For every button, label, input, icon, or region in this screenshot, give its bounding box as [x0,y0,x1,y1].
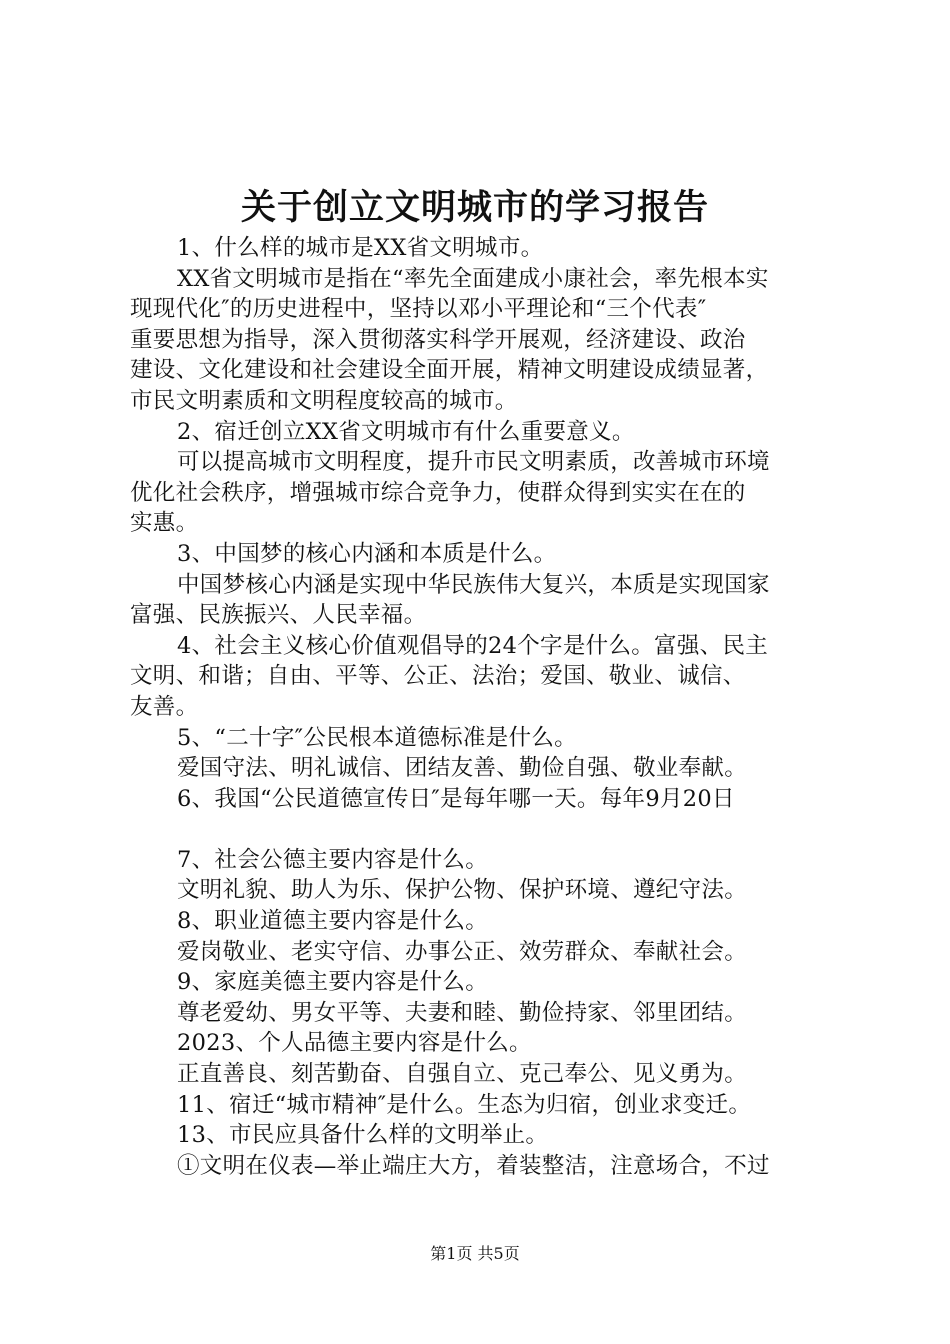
answer-line: 爱国守法、明礼诚信、团结友善、勤俭自强、敬业奉献。 [177,755,748,782]
answer-line: 市民文明素质和文明程度较高的城市。 [130,387,518,414]
answer-line: 正直善良、刻苦勤奋、自强自立、克己奉公、见义勇为。 [177,1061,748,1088]
question-line: 4、社会主义核心价值观倡导的24个字是什么。富强、民主 [177,632,769,659]
blank-line [130,814,840,845]
question-line: 2023、个人品德主要内容是什么。 [177,1030,532,1057]
document-body [130,233,840,1181]
question-line: 3、中国梦的核心内涵和本质是什么。 [177,540,557,567]
answer-line: 优化社会秩序，增强城市综合竞争力，使群众得到实实在在的 [130,479,746,506]
question-line: 11、宿迁“城市精神″是什么。生态为归宿，创业求变迁。 [177,1091,752,1118]
question-line: 6、我国“公民道德宣传日″是每年哪一天。每年9月20日 [177,785,735,812]
question-line: 7、社会公德主要内容是什么。 [177,846,489,873]
document-title: 关于创立文明城市的学习报告 [240,187,709,228]
question-line: 9、家庭美德主要内容是什么。 [177,969,489,996]
answer-line: 中国梦核心内涵是实现中华民族伟大复兴，本质是实现国家 [177,571,770,598]
answer-line: 现现代化″的历史进程中，坚持以邓小平理论和“三个代表″ [130,296,707,323]
answer-line: 友善。 [130,693,199,720]
answer-line: 重要思想为指导，深入贯彻落实科学开展观，经济建设、政治 [130,326,746,353]
page-number-footer: 第1页 共5页 [430,1244,520,1263]
question-line: 2、宿迁创立XX省文明城市有什么重要意义。 [177,418,635,445]
question-line: 8、职业道德主要内容是什么。 [177,908,489,935]
answer-line: 尊老爱幼、男女平等、夫妻和睦、勤俭持家、邻里团结。 [177,999,748,1026]
answer-line: 可以提高城市文明程度，提升市民文明素质，改善城市环境 [177,449,770,476]
answer-line: 文明、和谐；自由、平等、公正、法治；爱国、敬业、诚信、 [130,663,746,690]
answer-line: 爱岗敬业、老实守信、办事公正、效劳群众、奉献社会。 [177,938,748,965]
answer-line: 富强、民族振兴、人民幸福。 [130,602,427,629]
question-line: 5、“二十字″公民根本道德标准是什么。 [177,724,577,751]
answer-line: 文明礼貌、助人为乐、保护公物、保护环境、遵纪守法。 [177,877,748,904]
question-line: 13、市民应具备什么样的文明举止。 [177,1122,549,1149]
answer-line: 实惠。 [130,510,199,537]
answer-line: XX省文明城市是指在“率先全面建成小康社会，率先根本实 [177,265,769,292]
question-line: 1、什么样的城市是XX省文明城市。 [177,235,544,261]
answer-line: ①文明在仪表—举止端庄大方，着装整洁，注意场合，不过 [177,1152,770,1179]
answer-line: 建设、文化建设和社会建设全面开展，精神文明建设成绩显著， [130,357,769,384]
